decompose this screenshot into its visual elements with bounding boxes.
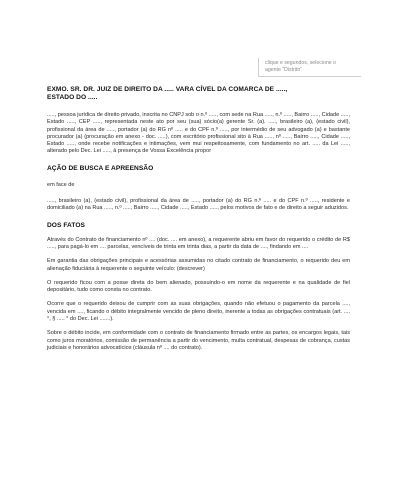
facts-paragraph-2: Em garantia das obrigações principais e acessórias assumidas no citado contrato de financiamento, o requerido deu em alienação fiduciária à requerente o seguinte veículo: (descrever) xyxy=(47,258,350,272)
instruction-note xyxy=(258,58,361,77)
facts-section-title: DOS FATOS xyxy=(47,221,85,229)
instruction-note-line-2: agente "Distrito" xyxy=(265,67,303,73)
instruction-note-line-1: clique e segundos, selecione o xyxy=(265,60,336,66)
plaintiff-qualification-paragraph: ....., pessoa jurídica de direito privado, inscrita no CNPJ sob o n.º ....., com sede na Rua ....., n.º ....., Bairro ....., Cidade ....., Estado ....., CEP ....., representada neste ato por seu (sua) sócio(a) gerente Sr. (a). ....., brasileiro (a), (estado civil), profissional da área de ....., portador (a) do RG nº ..... e do CPF n.º ....., por intermédio de seu advogado (a) e bastante procurador (a) (procuração em anexo - doc. .....), com escritório profissional sito à Rua ....., nº ....., Bairro ....., Cidade ....., Estado ....., onde recebe notificações e intimações, vem mui respeitosamente, com fundamento no art. ..... da Lei ....., alterado pelo Dec. Lei ....., à presença de Vossa Excelência propor xyxy=(47,112,350,155)
court-address-line-2: ESTADO DO ..... xyxy=(47,94,98,101)
court-address-line-1: EXMO. SR. DR. JUIZ DE DIREITO DA ..... VARA CÍVEL DA COMARCA DE ....., xyxy=(47,86,288,93)
facts-paragraph-1: Através do Contrato de financiamento nº .... (doc. .... em anexo), a requerente abriu em favor do requerido o crédito de R$ ....., para pagá-lo em .... parcelas, vencíveis de trinta em trinta dias, a partir da data de ...., findando em .... xyxy=(47,236,350,250)
court-address-heading xyxy=(47,86,350,102)
document-body xyxy=(47,86,350,352)
facts-paragraph-4: Ocorre que o requerido deixou de cumprir com as suas obrigações, quando não efetuou o pagamento da parcela ...., vencida em ...., ficando o débito integralmente vencido de pleno direito, inerente a todas as obrigações contratuais (art. .... °, § ..... ° do Dec. Lei .......). xyxy=(47,301,350,323)
facts-paragraph-3: O requerido ficou com a posse direta do bem alienado, possuindo-o em nome da requerente e na qualidade de fiel depositário, tudo como consta no contrato. xyxy=(47,279,350,294)
facts-paragraph-5: Sobre o débito incide, em conformidade com o contrato de financiamento firmado entre as partes, os encargos legais, tais como juros moratórios, comissão de permanência a partir do vencimento, multa contratual, despesas de cobrança, custas judiciais e honorários advocatícios (cláusula nº .... do contrato). xyxy=(47,330,350,351)
defendant-qualification-paragraph: ....., brasileiro (a), (estado civil), profissional da área de ....., portador (a) do RG n.º ..... e do CPF n.º ....., residente e domiciliado (a) na Rua ....., n.º ....., Bairro ....., Cidade ....., Estado ....., pelos motivos de fato e de direito a seguir aduzidos. xyxy=(47,198,350,212)
em-face-de-text: em face de xyxy=(47,181,75,188)
action-title: AÇÃO DE BUSCA E APREENSÃO xyxy=(47,164,154,172)
